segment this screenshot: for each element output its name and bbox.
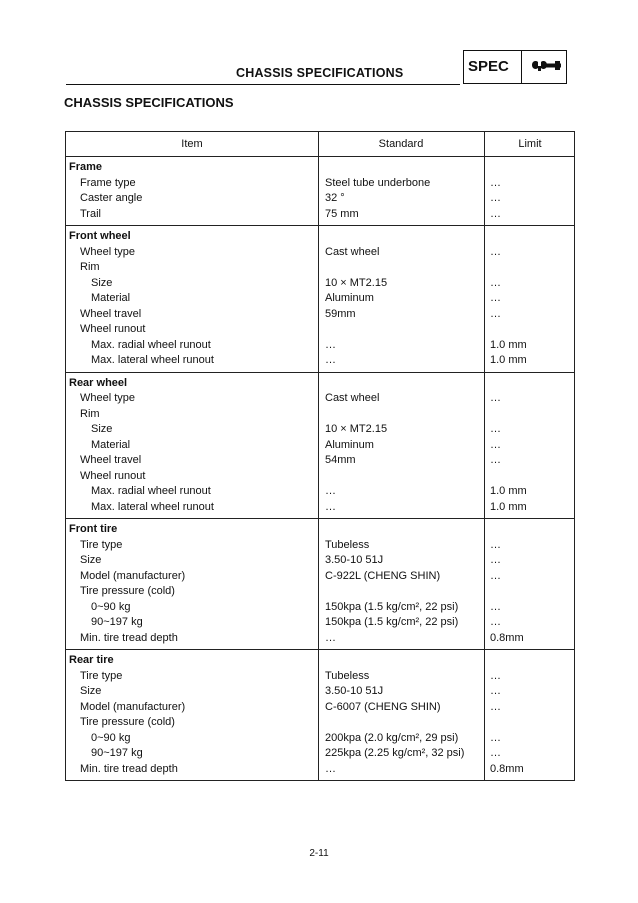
item-cell: Size: [91, 423, 113, 435]
table-row: [66, 731, 574, 747]
standard-cell: 59mm: [325, 307, 356, 320]
item-cell: 90~197 kg: [91, 616, 143, 628]
item-cell: Material: [91, 438, 131, 451]
table-body: [66, 157, 574, 780]
item-cell: Wheel travel: [80, 454, 142, 466]
table-section: [66, 226, 574, 373]
spec-badge-label: SPEC: [468, 58, 509, 75]
table-row: [66, 438, 574, 454]
standard-cell: 3.50-10 51J: [325, 554, 384, 566]
item-cell: Wheel type: [80, 245, 136, 258]
table-row: [66, 746, 574, 762]
item-cell: Max. radial wheel runout: [91, 485, 211, 497]
standard-cell: 32 °: [325, 192, 345, 204]
table-row: [66, 684, 574, 700]
item-cell: Model (manufacturer): [80, 569, 186, 582]
standard-cell: Cast wheel: [325, 245, 380, 258]
limit-cell: …: [490, 747, 501, 759]
running-header-title: CHASSIS SPECIFICATIONS: [236, 66, 404, 80]
standard-cell: …: [325, 485, 336, 497]
limit-cell: 1.0 mm: [490, 500, 527, 513]
table-row: [66, 584, 574, 600]
item-cell: Min. tire tread depth: [80, 631, 178, 644]
table-row: [66, 276, 574, 292]
item-cell: Model (manufacturer): [80, 700, 186, 713]
standard-cell: 150kpa (1.5 kg/cm², 22 psi): [325, 600, 459, 613]
section-title: Frame: [69, 161, 103, 173]
item-cell: 90~197 kg: [91, 747, 143, 759]
table-section: [66, 157, 574, 226]
item-cell: Size: [91, 276, 113, 289]
header-rule: [66, 84, 460, 85]
standard-cell: 200kpa (2.0 kg/cm², 29 psi): [325, 731, 459, 744]
table-row: [66, 715, 574, 731]
wrench-icon: [529, 57, 563, 79]
item-cell: Wheel travel: [80, 307, 142, 320]
item-cell: Material: [91, 292, 131, 304]
table-row: [66, 469, 574, 485]
table-row: [66, 391, 574, 407]
item-cell: Max. lateral wheel runout: [91, 354, 214, 366]
limit-cell: …: [490, 245, 501, 258]
limit-cell: …: [490, 454, 501, 466]
limit-cell: …: [490, 700, 501, 713]
section-title: Rear wheel: [69, 376, 128, 389]
item-cell: Trail: [80, 207, 101, 220]
table-header-row: [66, 132, 574, 157]
table-row: [66, 176, 574, 192]
table-row: [66, 553, 574, 569]
standard-cell: 54mm: [325, 454, 356, 466]
table-row: [66, 762, 574, 778]
standard-cell: 150kpa (1.5 kg/cm², 22 psi): [325, 616, 459, 628]
limit-cell: …: [490, 307, 501, 320]
table-row: [66, 260, 574, 276]
column-header-standard: Standard: [378, 138, 424, 150]
table-row: [66, 600, 574, 616]
standard-cell: C-6007 (CHENG SHIN): [325, 700, 441, 713]
limit-cell: …: [490, 276, 501, 289]
standard-cell: …: [325, 338, 336, 351]
item-cell: Rim: [80, 261, 100, 273]
standard-cell: Steel tube underbone: [325, 176, 431, 189]
limit-cell: …: [490, 538, 501, 551]
standard-cell: Aluminum: [325, 438, 374, 451]
item-cell: Caster angle: [80, 192, 143, 204]
item-cell: Wheel runout: [80, 323, 146, 335]
item-cell: Wheel runout: [80, 469, 146, 482]
item-cell: Frame type: [80, 176, 136, 189]
item-cell: Size: [80, 554, 102, 566]
item-cell: Wheel type: [80, 392, 136, 404]
item-cell: Tire pressure (cold): [80, 585, 175, 597]
column-header-limit: Limit: [518, 138, 542, 150]
section-title-row: [66, 160, 574, 176]
limit-cell: …: [490, 292, 501, 304]
item-cell: Rim: [80, 407, 100, 420]
limit-cell: …: [490, 569, 501, 582]
limit-cell: 0.8mm: [490, 631, 524, 644]
standard-cell: 75 mm: [325, 207, 359, 220]
standard-cell: …: [325, 762, 336, 775]
item-cell: Tire type: [80, 669, 123, 682]
standard-cell: C-922L (CHENG SHIN): [325, 569, 441, 582]
section-title-row: [66, 522, 574, 538]
column-header-item: Item: [181, 138, 203, 150]
table-row: [66, 631, 574, 647]
limit-cell: 1.0 mm: [490, 485, 527, 497]
item-cell: Max. lateral wheel runout: [91, 500, 214, 513]
section-title: Front tire: [69, 523, 118, 535]
limit-cell: 1.0 mm: [490, 338, 527, 351]
standard-cell: 10 × MT2.15: [325, 276, 388, 289]
standard-cell: …: [325, 500, 336, 513]
table-row: [66, 291, 574, 307]
standard-cell: Cast wheel: [325, 392, 380, 404]
limit-cell: 1.0 mm: [490, 354, 527, 366]
limit-cell: …: [490, 554, 501, 566]
table-row: [66, 245, 574, 261]
limit-cell: …: [490, 616, 501, 628]
limit-cell: …: [490, 392, 501, 404]
section-title: Front wheel: [69, 230, 131, 242]
limit-cell: …: [490, 176, 501, 189]
table-row: [66, 353, 574, 369]
table-row: [66, 484, 574, 500]
item-cell: Min. tire tread depth: [80, 762, 178, 775]
spec-badge: [463, 50, 567, 84]
table-row: [66, 322, 574, 338]
section-title-row: [66, 376, 574, 392]
limit-cell: …: [490, 600, 501, 613]
section-title: Rear tire: [69, 654, 114, 666]
document-title: CHASSIS SPECIFICATIONS: [64, 95, 234, 110]
item-cell: Size: [80, 685, 102, 697]
table-section: [66, 650, 574, 780]
table-row: [66, 700, 574, 716]
limit-cell: …: [490, 207, 501, 220]
item-cell: Tire type: [80, 538, 123, 551]
table-row: [66, 453, 574, 469]
standard-cell: 10 × MT2.15: [325, 423, 388, 435]
table-row: [66, 207, 574, 223]
item-cell: Max. radial wheel runout: [91, 338, 211, 351]
standard-cell: Aluminum: [325, 292, 374, 304]
limit-cell: …: [490, 438, 501, 451]
section-title-row: [66, 229, 574, 245]
section-title-row: [66, 653, 574, 669]
item-cell: 0~90 kg: [91, 600, 131, 613]
table-row: [66, 307, 574, 323]
specifications-table: [65, 131, 575, 781]
standard-cell: 225kpa (2.25 kg/cm², 32 psi): [325, 747, 465, 759]
standard-cell: Tubeless: [325, 669, 370, 682]
standard-cell: 3.50-10 51J: [325, 685, 384, 697]
limit-cell: …: [490, 423, 501, 435]
limit-cell: …: [490, 731, 501, 744]
table-row: [66, 538, 574, 554]
table-row: [66, 191, 574, 207]
table-row: [66, 569, 574, 585]
table-row: [66, 422, 574, 438]
page-number: 2-11: [309, 848, 329, 859]
item-cell: 0~90 kg: [91, 731, 131, 744]
table-section: [66, 519, 574, 650]
table-section: [66, 373, 574, 520]
table-row: [66, 500, 574, 516]
table-row: [66, 615, 574, 631]
table-row: [66, 669, 574, 685]
standard-cell: Tubeless: [325, 538, 370, 551]
item-cell: Tire pressure (cold): [80, 716, 175, 728]
standard-cell: …: [325, 631, 336, 644]
limit-cell: …: [490, 685, 501, 697]
limit-cell: 0.8mm: [490, 762, 524, 775]
spec-badge-divider: [521, 50, 522, 84]
limit-cell: …: [490, 192, 501, 204]
standard-cell: …: [325, 354, 336, 366]
limit-cell: …: [490, 669, 501, 682]
table-row: [66, 407, 574, 423]
table-row: [66, 338, 574, 354]
